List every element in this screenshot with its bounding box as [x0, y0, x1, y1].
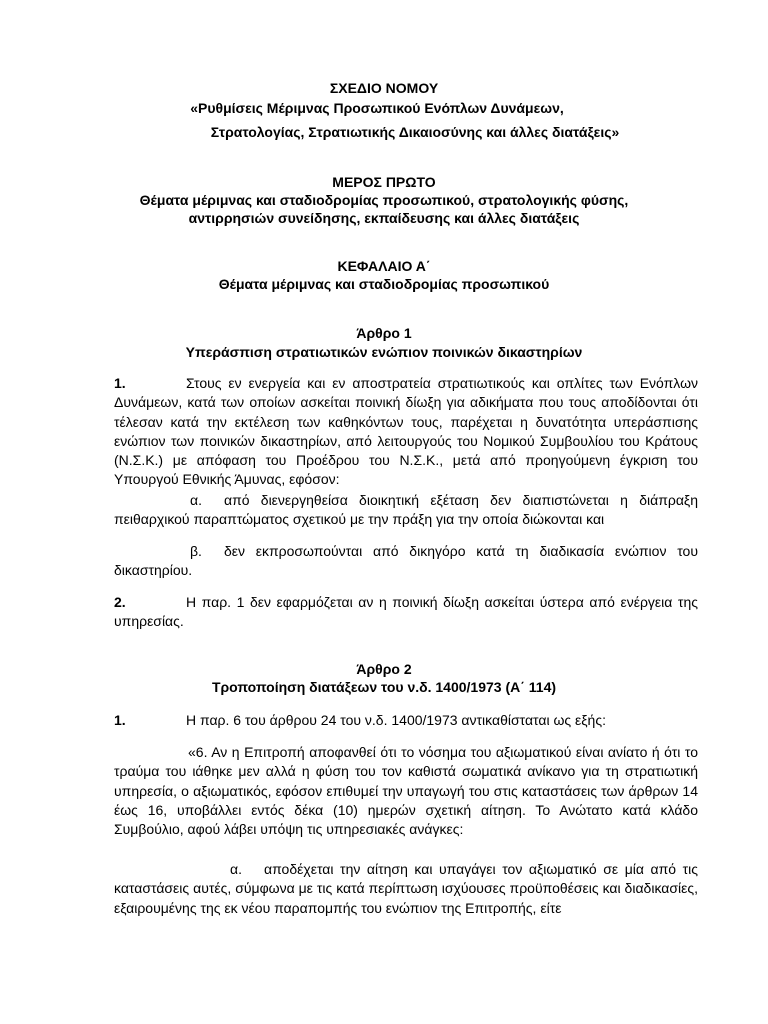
paragraph-number: 2.: [114, 594, 126, 610]
article-1-title: Υπεράσπιση στρατιωτικών ενώπιον ποινικών δικαστηρίων: [185, 344, 583, 360]
paragraph-text: Η παρ. 1 δεν εφαρμόζεται αν η ποινική δίωξη ασκείται ύστερα από ενέργεια της υπηρεσίας.: [114, 594, 698, 630]
item-text: από διενεργηθείσα διοικητική εξέταση δεν διαπιστώνεται η διάπραξη πειθαρχικού παραπτώματος σχετικού με την πράξη για την οποία διώκονται και: [114, 492, 698, 528]
article-1-heading: Άρθρο 1: [356, 325, 412, 341]
article-1-item-a: [114, 491, 698, 530]
chapter-heading: ΚΕΦΑΛΑΙΟ Α΄: [337, 258, 431, 274]
bill-title: ΣΧΕΔΙΟ ΝΟΜΟΥ: [329, 80, 439, 96]
item-label: β.: [190, 543, 202, 559]
chapter-subtitle: Θέματα μέριμνας και σταδιοδρομίας προσωπικού: [218, 276, 550, 292]
paragraph-number: 1.: [114, 375, 126, 391]
article-2-title: Τροποποίηση διατάξεων του ν.δ. 1400/1973 (Α΄ 114): [211, 679, 557, 695]
article-2-item-a: [114, 860, 698, 918]
article-2-paragraph-1: [114, 711, 698, 730]
article-1-paragraph-1: [114, 374, 698, 490]
article-2-heading: Άρθρο 2: [356, 661, 412, 677]
article-1-item-b: [114, 542, 698, 581]
part-subtitle-line-1: Θέματα μέριμνας και σταδιοδρομίας προσωπικού, στρατολογικής φύσης,: [139, 192, 629, 208]
paragraph-number: 1.: [114, 712, 126, 728]
paragraph-text: Η παρ. 6 του άρθρου 24 του ν.δ. 1400/1973 αντικαθίσταται ως εξής:: [186, 712, 606, 728]
item-label: α.: [230, 861, 242, 877]
bill-subject-line-1: «Ρυθμίσεις Μέριμνας Προσωπικού Ενόπλων Δυνάμεων,: [190, 100, 564, 116]
item-label: α.: [190, 492, 202, 508]
part-heading: ΜΕΡΟΣ ΠΡΩΤΟ: [332, 174, 436, 190]
article-1-paragraph-2: [114, 593, 698, 632]
item-text: αποδέχεται την αίτηση και υπαγάγει τον αξιωματικό σε μία από τις καταστάσεις αυτές, σύμφωνα με τις κατά περίπτωση ισχύουσες προϋποθέσεις και διαδικασίες, εξαιρουμένης της εκ νέου παραπομπής του ενώπιον της Επιτροπής, είτε: [114, 861, 698, 916]
article-2-quoted-paragraph: [114, 743, 698, 839]
quoted-text: «6. Αν η Επιτροπή αποφανθεί ότι το νόσημα του αξιωματικού είναι ανίατο ή ότι το τραύμα του ιάθηκε μεν αλλά η φύση του τον καθιστά σωματικά ανίκανο για τη στρατιωτική υπηρεσία, ο αξιωματικός, εφόσον επιθυμεί την υπαγωγή του στις καταστάσεις των άρθρων 14 έως 16, υποβάλλει εντός δέκα (10) ημερών σχετική αίτηση. Το Ανώτατο κατά κλάδο Συμβούλιο, αφού λάβει υπόψη τις υπηρεσιακές ανάγκες:: [114, 744, 698, 838]
part-subtitle-line-2: αντιρρησιών συνείδησης, εκπαίδευσης και άλλες διατάξεις: [188, 210, 580, 226]
bill-subject-line-2: Στρατολογίας, Στρατιωτικής Δικαιοσύνης και άλλες διατάξεις»: [210, 124, 620, 140]
paragraph-text: Στους εν ενεργεία και εν αποστρατεία στρατιωτικούς και οπλίτες των Ενόπλων Δυνάμεων, κατά των οποίων ασκείται ποινική δίωξη για αδικήματα που τους αποδίδονται ότι τέλεσαν κατά την εκτέλεση των καθηκόντων τους, παρέχεται η δυνατότητα υπεράσπισης ενώπιον των ποινικών δικαστηρίων, από λειτουργούς του Νομικού Συμβουλίου του Κράτους (Ν.Σ.Κ.) με απόφαση του Προέδρου του Ν.Σ.Κ., μετά από προηγούμενη έγκριση του Υπουργού Εθνικής Άμυνας, εφόσον:: [114, 375, 698, 488]
item-text: δεν εκπροσωπούνται από δικηγόρο κατά τη διαδικασία ενώπιον του δικαστηρίου.: [114, 543, 698, 579]
